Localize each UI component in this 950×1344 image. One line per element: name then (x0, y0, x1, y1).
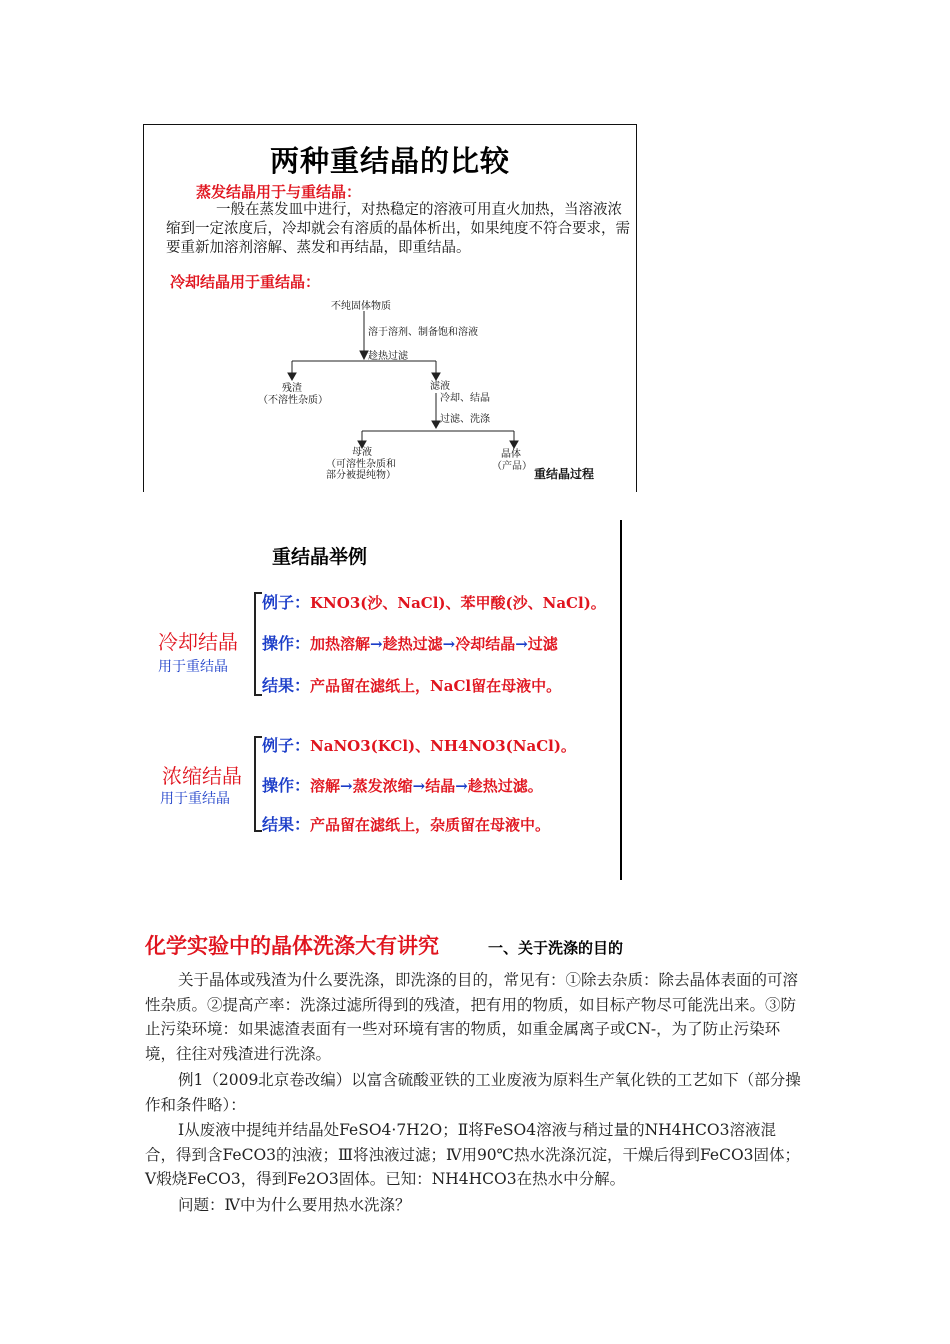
group-concentration-name: 浓缩结晶 (162, 764, 242, 788)
flow-residue-note: （不溶性杂质） (258, 395, 328, 406)
figure1-title: 两种重结晶的比较 (269, 144, 510, 178)
group-concentration-operation: 操作：溶解→蒸发浓缩→结晶→趁热过滤。 (262, 776, 543, 795)
paragraph-example-intro: 例1（2009北京卷改编）以富含硫酸亚铁的工业废液为原料生产氧化铁的工艺如下（部分操作和条件略）： (145, 1071, 801, 1114)
cooling-heading: 冷却结晶用于重结晶： (170, 273, 321, 291)
flow-filtrate: 滤液 (430, 381, 450, 392)
group-cooling-result: 结果：产品留在滤纸上，NaCl留在母液中。 (262, 676, 562, 695)
paragraph-example-steps: Ⅰ从废液中提纯并结晶处FeSO4·7H2O；Ⅱ将FeSO4溶液与稍过量的NH4HCO3溶液混合，得到含FeCO3的浊液；Ⅲ将浊液过滤；Ⅳ用90℃热水洗涤沉淀，干燥后得到FeCO3固体；Ⅴ煅烧FeCO3，得到Fe2O3固体。已知：NH4HCO3在热水中分解。 (145, 1121, 801, 1188)
group-cooling-name: 冷却结晶 (158, 630, 238, 654)
group-cooling-sub: 用于重结晶 (158, 659, 228, 675)
recrystallization-comparison-figure (143, 124, 637, 492)
figure2-title: 重结晶举例 (272, 546, 368, 568)
flow-step-dissolve: 溶于溶剂、制备饱和溶液 (368, 327, 478, 338)
flow-step-wash: 过滤、洗涤 (440, 414, 490, 425)
paragraph-question: 问题：Ⅳ中为什么要用热水洗涤？ (178, 1196, 411, 1214)
flow-start: 不纯固体物质 (331, 301, 391, 312)
evaporation-heading: 蒸发结晶用于与重结晶： (196, 183, 362, 201)
flow-crystal-note: （产品） (492, 461, 532, 472)
evaporation-description: 一般在蒸发皿中进行，对热稳定的溶液可用直火加热，当溶液浓缩到一定浓度后，冷却就会有溶质的晶体析出，如果纯度不符合要求，需要重新加溶剂溶解、蒸发和再结晶，即重结晶。 (166, 202, 630, 256)
flow-caption: 重结晶过程 (534, 467, 595, 481)
flow-step-cool: 冷却、结晶 (440, 393, 490, 404)
paragraph-purpose: 关于晶体或残渣为什么要洗涤，即洗涤的目的，常见有：①除去杂质：除去晶体表面的可溶性杂质。②提高产率：洗涤过滤所得到的残渣，把有用的物质，如目标产物尽可能洗出来。③防止污染环境：如果滤渣表面有一些对环境有害的物质，如重金属离子或CN-，为了防止污染环境，往往对残渣进行洗涤。 (145, 971, 799, 1063)
recrystallization-examples-figure (150, 520, 623, 880)
group-concentration-result: 结果：产品留在滤纸上，杂质留在母液中。 (262, 815, 551, 834)
flow-crystal: 晶体 (501, 449, 521, 460)
section-heading: 一、关于洗涤的目的 (488, 939, 624, 957)
flow-mother-note-1: （可溶性杂质和 (326, 459, 396, 470)
recrystallization-flowchart (144, 125, 638, 493)
group-cooling-brace (254, 592, 262, 696)
article-title: 化学实验中的晶体洗涤大有讲究 (145, 934, 439, 958)
group-concentration-example: 例子：NaNO3(KCl)、NH4NO3(NaCl)。 (262, 736, 576, 755)
flow-mother-note-2: 部分被提纯物） (326, 470, 396, 481)
vertical-rule (620, 520, 622, 880)
group-cooling-operation: 操作：加热溶解→趁热过滤→冷却结晶→过滤 (262, 634, 558, 653)
group-concentration-sub: 用于重结晶 (160, 791, 230, 807)
group-cooling-example: 例子：KNO3(沙、NaCl)、苯甲酸(沙、NaCl)。 (262, 593, 606, 612)
flow-residue: 残渣 (282, 383, 302, 394)
flow-step-hot-filter: 趁热过滤 (368, 351, 408, 362)
group-concentration-brace (254, 736, 262, 832)
flow-mother-liquor: 母液 (352, 447, 372, 458)
